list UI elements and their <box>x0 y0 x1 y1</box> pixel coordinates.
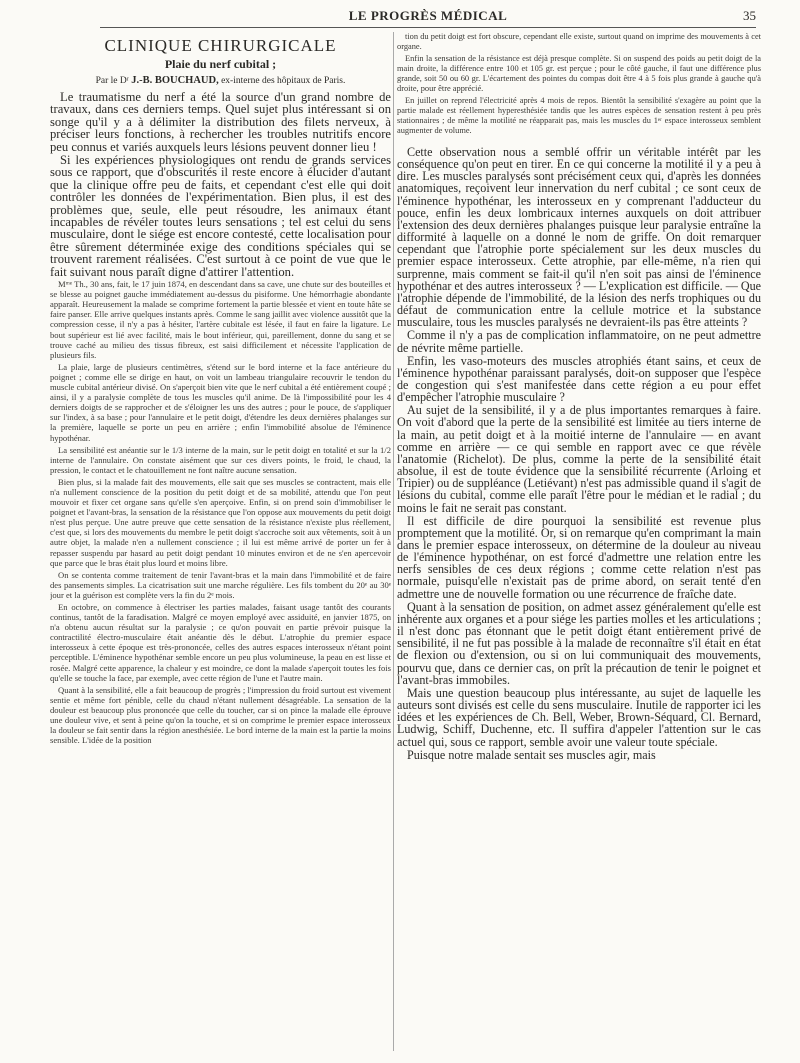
right-paragraph: Enfin la sensation de la résistance est déjà presque complète. Si on suspend des poids au petit doigt de la main droite, la différence entre 100 et 105 gr. est perçue ; pour le côté gauche, il faut une différence plus grande, soit 50 ou 60 gr. L'écartement des pointes du compas doit être 4 à 5 fois plus grande à gauche qu'à droite, pour être apprécié. <box>397 54 761 93</box>
left-paragraph: La sensibilité est anéantie sur le 1/3 interne de la main, sur le petit doigt en totalité et sur la 1/2 interne de l'annulaire. On constate aisément que sur ces divers points, le froid, le chaud, la pression, le contact et le chatouillement ne font naître aucune sensation. <box>50 444 391 475</box>
byline-suffix: ex-interne des hôpitaux de Paris. <box>221 76 346 86</box>
byline <box>50 75 391 86</box>
column-divider <box>393 32 394 1051</box>
right-paragraph: Au sujet de la sensibilité, il y a de plus importantes remarques à faire. On voit d'abord que la perte de la sensibilité est limitée au tiers interne de la main, au petit doigt et à la moitié interne de l'annulaire — en avant comme en arrière — ce qui semble en rapport avec ce que révèle l'anatomie (Richelot). De plus, comme la perte de la sensibilité était absolue, il est de toute évidence que la sensibilité récurrente (Arloing et Tripier) ou de suppléance (Letiévant) n'est pas admissible quand il s'agit de lésions du cubital, comme elle paraît l'être pour le médian et le radial ; du moins le fait ne serait pas constant. <box>397 403 761 515</box>
left-paragraph: Bien plus, si la malade fait des mouvements, elle sait que ses muscles se contractent, mais elle n'a nullement conscience de la position du petit doigt et de sa mobilité, attendu que l'on peut mouvoir et fixer cet organe sans qu'elle s'en aperçoive. Enfin, si on prend soin d'immobiliser le poignet et l'avant-bras, la sensation de la résistance que l'on oppose aux mouvements du petit doigt n'est plus perçue. Une autre preuve que cette sensation de la résistance n'existe plus réellement, c'est que, si lors des mouvements du membre le petit doigt s'accroche soit aux vêtements, soit à un autre objet, la malade n'en a nullement conscience ; il lui est même arrivé de porter un fer à repasser suspendu par hasard au petit doigt pendant 10 minutes environ et de ne s'en apercevoir que parce que le bras était plus lourd et moins libre. <box>50 476 391 568</box>
byline-prefix: Par le Dʳ <box>95 76 129 86</box>
left-paragraph: En octobre, on commence à électriser les parties malades, faisant usage tantôt des courants continus, tantôt de la faradisation. Malgré ce moyen employé avec assiduité, en janvier 1875, on n'a obtenu aucun résultat sur la paralysie ; ce qu'on pouvait en partie prévoir puisque la contractilité électro-musculaire était anéantie dès le début. L'atrophie du premier espace interosseux à cette époque est très-prononcée, celles des autres espaces interosseux n'étant point perceptible. L'éminence hypothénar semble encore un peu plus volumineuse, la peau en est lisse et rosée. Malgré cette apparence, la chaleur y est moindre, ce dont la malade s'aperçoit toutes les fois qu'elle se touche la face, par exemple, avec cette région de l'une et l'autre main. <box>50 602 391 683</box>
right-paragraph: Comme il n'y a pas de complication inflammatoire, on ne peut admettre de névrite même partielle. <box>397 328 761 355</box>
right-paragraph: Enfin, les vaso-moteurs des muscles atrophiés étant sains, et ceux de l'éminence hypothénar paraissant paralysés, doit-on supposer que l'espèce de congestion qui s'est manifestée dans cette région a eu pour effet d'empêcher l'atrophie musculaire ? <box>397 353 761 405</box>
right-paragraph: Mais une question beaucoup plus intéressante, au sujet de laquelle les auteurs sont divisés est celle du sens musculaire. Inutile de rapporter ici les idées et les expériences de Ch. Bell, Weber, Brown-Séquard, Cl. Bernard, Ludwig, Schiff, Duchenne, etc. Il suffira d'appeler l'attention sur le cas actuel qui, sous ce rapport, semble avoir une valeur toute spéciale. <box>397 685 761 749</box>
right-column <box>397 32 761 1055</box>
page-number: 35 <box>743 8 756 23</box>
left-column-body <box>50 91 391 745</box>
article-title: Plaie du nerf cubital ; <box>164 57 277 71</box>
left-paragraph: Quant à la sensibilité, elle a fait beaucoup de progrès ; l'impression du froid surtout est vivement sentie et même fort pénible, celle du chaud n'étant nullement désagréable. La sensation de la douleur est beaucoup plus prononcée que celle du toucher, car si on pince la malade elle éprouve une douleur vive, et sent à peine qu'on la touche, et si on comprime le premier espace interosseux la douleur se fait sentir dans la région anesthésiée. Le bord interne de la main est la partie la moins sensible. L'idée de la position <box>50 684 391 746</box>
author-name: J.-B. BOUCHAUD, <box>131 75 219 86</box>
section-title: CLINIQUE CHIRURGICALE <box>104 36 337 55</box>
right-paragraph: Quant à la sensation de position, on admet assez généralement qu'elle est inhérente aux organes et a pour siége les parties molles et les articulations ; il n'est donc pas étonnant que le petit doigt étant entièrement privé de sensibilité, il ne fut pas possible à la malade de reconnaître s'il était en état de flexion ou d'extension, ou si on lui communiquait des mouvements, pourvu que, dans ce dernier cas, on prît la précaution de tenir le poignet et l'avant-bras immobiles. <box>397 599 761 687</box>
right-column-body <box>397 32 761 761</box>
left-column <box>50 32 391 1055</box>
left-paragraph: Si les expériences physiologiques ont rendu de grands services sous ce rapport, que d'obscurités il reste encore à élucider d'autant que la clinique offre peu de faits, et cependant c'est elle qui doit contrôler les données de l'expérimentation. Bien plus, il est des problèmes que, seule, elle peut résoudre, les animaux étant incapables de révéler toutes leurs sensations ; tel est celui du sens musculaire, dont le siége est encore contesté, cette localisation pour être sûrement déterminée exige des conditions spéciales qui se trouvent rarement réalisées. C'est surtout à ce point de vue que le fait suivant nous paraît digne d'attirer l'attention. <box>50 153 391 279</box>
header-rule <box>100 27 756 28</box>
left-paragraph: Mᵐᵉ Th., 30 ans, fait, le 17 juin 1874, en descendant dans sa cave, une chute sur des bouteilles et se blesse au poignet gauche immédiatement au-dessus du pisiforme. Une hémorrhagie abondante apparaît. Heureusement la malade se comprime fortement la partie blessée et vient en toute hâte se faire panser. Elle arrive quelques instants après. Comme le sang jaillit avec violence aussitôt que la compression cesse, il n'y a pas à hésiter, l'artère cubitale est lésée, il faut en faire la ligature. Le bout supérieur est lié avec facilité, mais le bout inférieur, qui, pareillement, donne du sang et se trouve caché au milieu des tissus fibreux, est saisi difficilement et nécessite l'application de plusieurs fils. <box>50 279 391 360</box>
running-header <box>100 8 756 28</box>
right-paragraph: En juillet on reprend l'électricité après 4 mois de repos. Bientôt la sensibilité s'exagère au point que la partie malade est réellement hyperesthésiée tandis que les autres espèces de sensation restent à peu près stationnaires ; de même la motilité ne réapparait pas, mais les muscles du 1ᵉʳ espace interosseux semblent augmenter de volume. <box>397 96 761 135</box>
journal-title: LE PROGRÈS MÉDICAL <box>348 8 508 23</box>
left-paragraph: On se contenta comme traitement de tenir l'avant-bras et la main dans l'immobilité et de faire des pansements simples. La cicatrisation suit une marche régulière. Les fils tombent du 20ᵉ au 30ᵉ jour et la guérison est complète vers la fin du 2ᵉ mois. <box>50 569 391 600</box>
right-paragraph: Cette observation nous a semblé offrir un véritable intérêt par les conséquence qu'on peut en tirer. En ce qui concerne la motilité il y a peu à dire. Les muscles paralysés sont précisément ceux qui, d'après les données anatomiques, reçoivent leur innervation du nerf cubital ; ce sont ceux de l'éminence hypothénar, les interosseux en y comprenant l'adducteur du pouce, enfin les deux lombricaux internes auxquels on doit attribuer l'extension des deux dernières phalanges puisque leur paralysie entraîne la difformité à laquelle on a donné le nom de griffe. On doit remarquer cependant que l'atrophie porte spécialement sur les deux muscles du premier espace interosseux. Cette atrophie, par elle-même, n'a rien qui surprenne, mais comment se fait-il qu'il n'en soit pas ainsi de l'éminence hypothénar et des autres interosseux ? — L'explication est difficile. — Que l'atrophie dépende de l'immobilité, de la lésion des nerfs trophiques ou du défaut de communication entre la cellule motrice et la substance musculaire, tous les muscles paralysés ne devraient-ils pas être atteints ? <box>397 145 761 330</box>
right-paragraph: Il est difficile de dire pourquoi la sensibilité est revenue plus promptement que la motilité. Or, si on remarque qu'en comprimant la main dans le premier espace interosseux, on détermine de la douleur au niveau de l'éminence hypothénar, on est forcé d'admettre une relation entre les nerfs sensibles de ces deux régions ; comme cette relation n'est pas normale, puisqu'elle n'existait pas de prime abord, on serait tenté d'en admettre une de nouvelle formation ou une récurrence de fraîche date. <box>397 513 761 601</box>
left-paragraph: La plaie, large de plusieurs centimètres, s'étend sur le bord interne et la face antérieure du poignet ; comme elle se dirige en haut, on voit un lambeau triangulaire recouvrir le tendon du muscle cubital antérieur divisé. On s'aperçoit bien vite que le nerf cubital a été entièrement coupé ; ainsi, il y a paralysie complète de tous les muscles qu'il anime. De là l'impossibilité pour les 4 derniers doigts de se rapprocher et de s'éloigner les uns des autres ; pour le pouce, de s'appliquer sur l'index, à sa base ; pour l'annulaire et le petit doigt, d'étendre les deux dernières phalanges sur la première, laquelle se porte un peu en arrière ; enfin l'immobilité absolue de l'éminence hypothénar. <box>50 361 391 443</box>
left-paragraph: Le traumatisme du nerf a été la source d'un grand nombre de travaux, dans ces derniers temps. Quel sujet plus intéressant si on songe qu'il y a à délimiter la distribution des filets nerveux, à préciser leurs fonctions, à rechercher les troubles nutritifs encore peu connus et variés auxquels leurs lésions peuvent donner lieu ! <box>50 90 391 154</box>
right-paragraph: Puisque notre malade sentait ses muscles agir, mais <box>407 747 656 762</box>
right-paragraph: tion du petit doigt est fort obscure, cependant elle existe, surtout quand on imprime des mouvements à cet organe. <box>397 32 761 51</box>
